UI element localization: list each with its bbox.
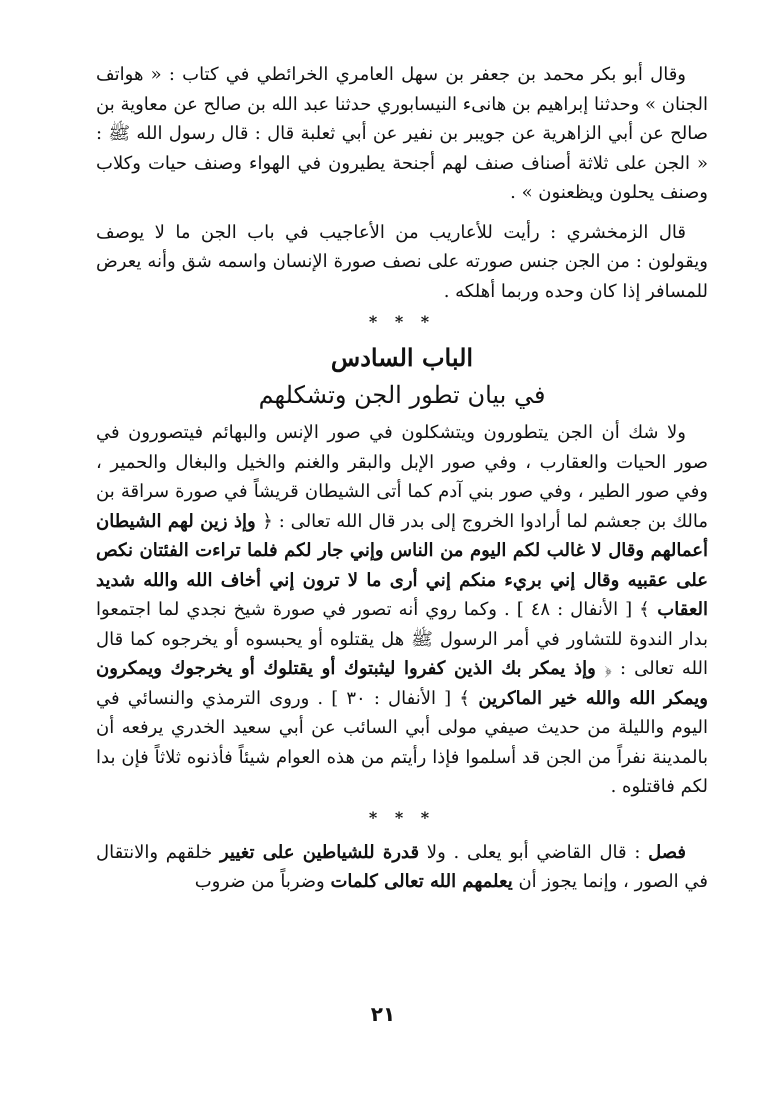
paragraph-fasl	[96, 838, 708, 897]
page-number: ٢١	[370, 1002, 396, 1026]
chapter-subtitle: في بيان تطور الجن وتشكلهم	[258, 381, 546, 409]
paragraph-text: ولا شك أن الجن يتطورون ويتشكلون في صور الإنس والبهائم فيتصورون في صور الحيات والعقارب ، وفي صور الإبل والبقر والغنم والخيل والبغال والحمير ، وفي صور الطير ، وفي صور بني آدم كما أتى الشيطان قريشاً في صورة سراقة بن مالك بن جعشم لما أرادوا الخروج إلى بدر قال الله تعالى : ﴿	[96, 422, 708, 532]
paragraph-jinn-transformation	[96, 418, 708, 802]
paragraph-text: ﴾ [ الأنفال : ٤٨ ] . وكما روي أنه تصور في صورة شيخ نجدي لما اجتمعوا بدار الندوة للتشاور في أمر الرسول ﷺ هل يقتلوه أو يحبسوه أو يخرجوه كما قال الله تعالى : ﴿	[96, 599, 708, 679]
section-divider-stars: * * *	[368, 312, 436, 331]
paragraph-khara-iti-hadith: وقال أبو بكر محمد بن جعفر بن سهل العامري الخرائطي في كتاب : « هواتف الجنان » وحدثنا إبراهيم بن هانىء النيسابوري حدثنا عبد الله بن صالح عن معاوية بن صالح عن أبي الزاهرية عن جويبر بن نفير عن أبي ثعلبة قال : قال رسول الله ﷺ : « الجن على ثلاثة أصناف صنف لهم أجنحة يطيرون في الهواء وصنف حيات وكلاب وصنف يحلون ويظعنون » .	[96, 64, 708, 203]
paragraph-text: وضرباً من ضروب	[194, 871, 331, 892]
section-divider-stars: * * *	[368, 807, 436, 827]
fasl-label: فصل	[648, 841, 687, 863]
paragraph-text: خلقهم والانتقال في الصور ، وإنما يجوز أن	[96, 841, 708, 892]
paragraph-text: ﴾ [ الأنفال : ٣٠ ] . وروى الترمذي والنسائي في اليوم والليلة من حديث صيفي مولى أبي السائب عن أبي سعيد الخدري يرفعه أن بالمدينة نفراً من الجن قد أسلموا فإذا رأيتم من هذه العوام شيئاً فأذنوه ثلاثاً فإن بدا لكم فاقتلوه .	[96, 687, 708, 797]
paragraph-gap	[96, 208, 708, 218]
quran-quote-anfal-30: وإذ يمكر بك الذين كفروا ليثبتوك أو يقتلوك أو يخرجوك ويمكرون ويمكر الله والله خير الماكرين	[96, 658, 708, 709]
chapter-title: الباب السادس	[330, 343, 474, 372]
paragraph-zamakhshari: قال الزمخشري : رأيت للأعاريب من الأعاجيب في باب الجن ما لا يوصف ويقولون : من الجن جنس صورته على نصف صورة الإنسان واسمه شق وأنه يعرض للمسافر إذا كان وحده وربما أهلكه .	[96, 221, 708, 302]
page-body	[96, 60, 708, 897]
quran-quote-anfal-48: وإذ زين لهم الشيطان أعمالهم وقال لا غالب لكم اليوم من الناس وإني جار لكم فلما تراءت الفئتان نكص على عقبيه وقال إني بريء منكم إني أرى ما لا ترون إني أخاف الله والله شديد العقاب	[96, 510, 708, 620]
paragraph-text: : قال القاضي أبو يعلى . ولا	[419, 841, 649, 863]
bold-phrase: يعلمهم الله تعالى كلمات	[330, 871, 513, 892]
bold-phrase: قدرة للشياطين على تغيير	[220, 841, 420, 863]
